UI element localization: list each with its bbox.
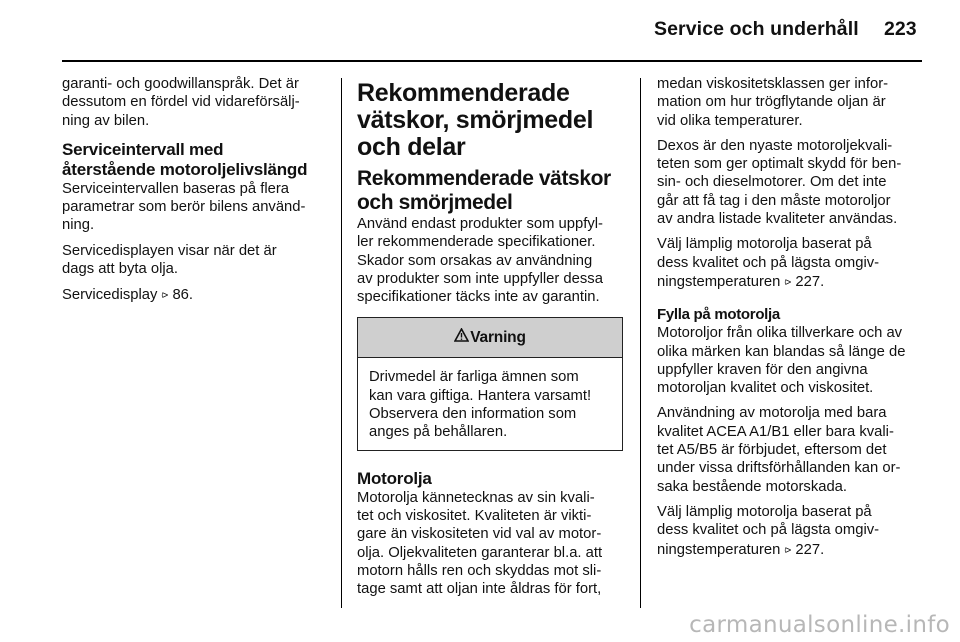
fluids-intro-paragraph: Använd endast produkter som uppfyl- ler rekommenderade specifikationer. Skador som orsakas av användning av produkter som inte uppfyller dessa specifikationer täcks inte av garantin. [357,216,603,306]
service-interval-paragraph: Serviceintervallen baseras på flera parametrar som berör bilens använd- ning. [62,180,306,234]
mixing-oils-paragraph: Motoroljor från olika tillverkare och av olika märken kan blandas så länge de uppfyller kraven för den angivna motoroljan kvalitet och viskositet. [657,325,906,397]
column-divider [640,78,641,608]
section-heading-service-interval: Serviceintervall med återstående motoroljelivslängd [62,139,308,179]
chapter-heading: Rekommenderade vätskor, smörjmedel och delar [357,79,594,161]
sub-heading-fluids: Rekommenderade vätskor och smörjmedel [357,167,611,214]
arrow-reference-icon: ⪧ [161,287,169,302]
header-rule [62,60,922,62]
viscosity-paragraph: medan viskositetsklassen ger infor- mation om hur trögflytande oljan är vid olika temperaturer. [657,76,889,129]
watermark: carmanualsonline.info [689,611,950,638]
service-display-reference: Servicedisplay ⪧ 86. [62,287,194,304]
warning-triangle-icon [454,328,469,347]
acea-paragraph: Användning av motorolja med bara kvalitet ACEA A1/B1 eller bara kvali- tet A5/B5 är förbjudet, eftersom det under vissa driftsförhållanden kan or- saka bestående motorskada. [657,405,901,495]
page-number: 223 [884,18,917,40]
reference-link[interactable]: 86. [172,287,194,304]
service-display-paragraph: Servicedisplayen visar när det är dags att byta olja. [62,242,277,278]
arrow-reference-icon: ⪧ [784,273,792,288]
column-2 [357,80,627,605]
intro-paragraph: garanti- och goodwillanspråk. Det är dessutom en fördel vid vidareförsälj- ning av bilen. [62,76,300,129]
choose-oil-paragraph: Välj lämplig motorolja baserat på dess kvalitet och på lägsta omgiv- ningstemperaturen ⪧ 227. [657,236,880,290]
column-3 [657,75,927,566]
section-heading-motor-oil: Motorolja [357,468,432,488]
dexos-paragraph: Dexos är den nyaste motoroljekvali- teten som ger optimalt skydd för ben- sin- och dieselmotorer. Om det inte går att få tag i den måste motoroljor av andra listade kvaliteter användas. [657,137,902,228]
running-header-title: Service och underhåll [654,18,859,40]
reference-link[interactable]: 227. [795,273,825,290]
section-heading-fill-oil: Fylla på motorolja [657,306,780,324]
warning-title: Varning [470,328,526,346]
column-1 [62,75,330,312]
motor-oil-paragraph: Motorolja kännetecknas av sin kvali- tet och viskositet. Kvaliteten är vikti- gare än viskositeten vid val av motor- olja. Oljekvaliteten garanterar bl.a. att motorn hålls ren och skyddas mot sli- tage samt att oljan inte åldras för fort, [357,489,603,598]
warning-box [357,317,623,450]
arrow-reference-icon: ⪧ [784,541,792,556]
warning-header [358,318,622,358]
warning-body: Drivmedel är farliga ämnen som kan vara giftiga. Hantera varsamt! Observera den information som anges på behållaren. [369,369,592,441]
reference-link[interactable]: 227. [795,541,825,558]
choose-oil-paragraph-2: Välj lämplig motorolja baserat på dess kvalitet och på lägsta omgiv- ningstemperaturen ⪧ 227. [657,503,880,558]
column-divider [341,78,342,608]
